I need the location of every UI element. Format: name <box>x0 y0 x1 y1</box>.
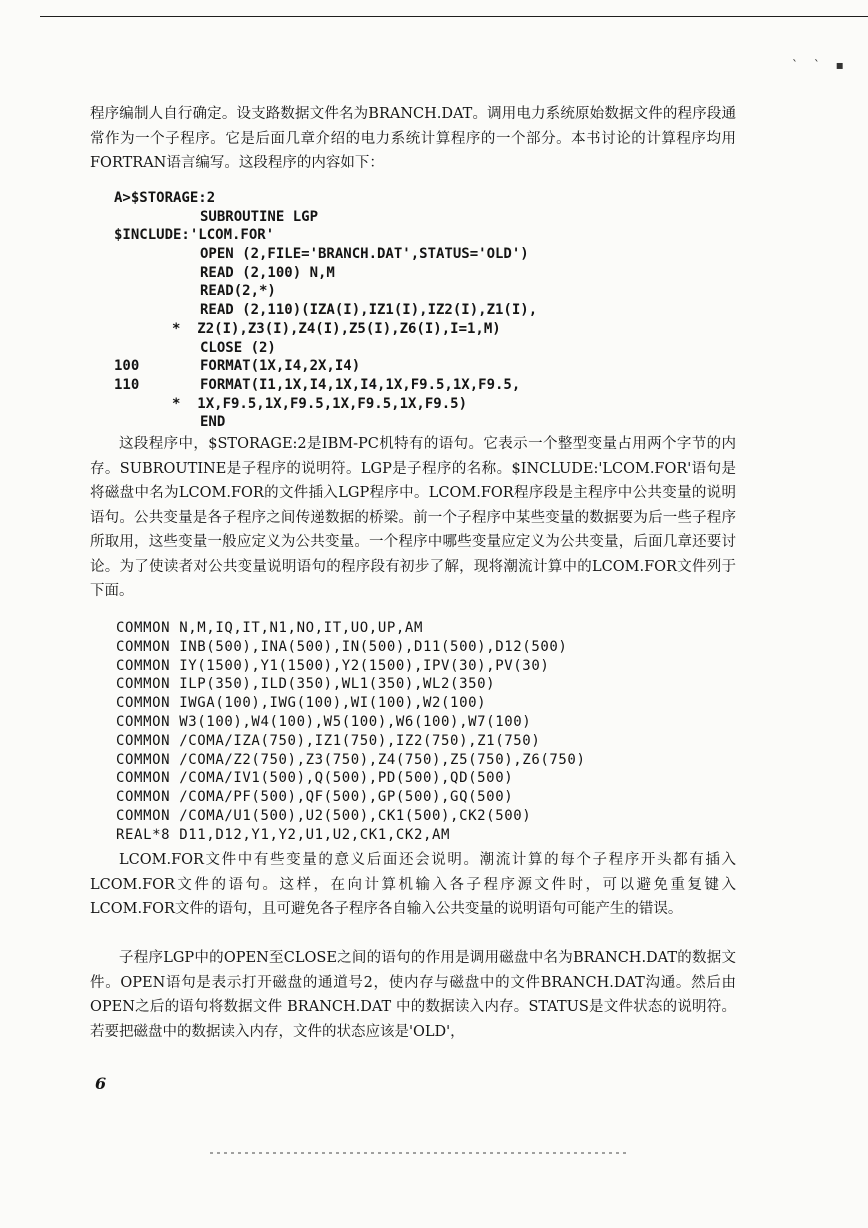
code-stmt: CLOSE (2) <box>200 339 276 356</box>
common-line: COMMON ILP(350),ILD(350),WL1(350),WL2(350) <box>116 676 496 693</box>
code-label: 110 <box>114 376 140 393</box>
code-line <box>114 339 674 358</box>
code-stmt: END <box>200 414 226 431</box>
common-line: COMMON IWGA(100),IWG(100),WI(100),W2(100) <box>116 695 487 712</box>
explain-paragraph: 这段程序中，$STORAGE:2是IBM-PC机特有的语句。它表示一个整型变量占用两个字节的内存。SUBROUTINE是子程序的说明符。LGP是子程序的名称。$INCLUDE:'LCOM.FOR'语句是将磁盘中名为LCOM.FOR的文件插入LGP程序中。LCOM.FOR程序段是主程序中公共变量的说明语句。公共变量是各子程序之间传递数据的桥梁。前一个子程序中某些变量的数据要为后一些子程序所取用，这些变量一般应定义为公共变量。一个程序中哪些变量应定义为公共变量，后面几章还要讨论。为了使读者对公共变量说明语句的程序段有初步了解，现将潮流计算中的LCOM.FOR文件列于下面。 <box>90 436 736 599</box>
code-stmt: OPEN (2,FILE='BRANCH.DAT',STATUS='OLD') <box>200 246 529 263</box>
code-stmt: FORMAT(1X,I4,2X,I4) <box>200 358 361 375</box>
code-line <box>114 376 674 395</box>
code-stmt: READ (2,110)(IZA(I),IZ1(I),IZ2(I),Z1(I), <box>200 302 538 319</box>
code-stmt: SUBROUTINE LGP <box>200 208 319 225</box>
common-listing <box>116 619 716 845</box>
code-line <box>114 395 674 414</box>
page-number: 6 <box>95 1074 107 1093</box>
code-line <box>114 320 674 339</box>
intro-paragraph: 程序编制人自行确定。设支路数据文件名为BRANCH.DAT。调用电力系统原始数据文件的程序段通常作为一个子程序。它是后面几章介绍的电力系统计算程序的一个部分。本书讨论的计算程序均用FORTRAN语言编写。这段程序的内容如下： <box>90 106 736 171</box>
code-label: 100 <box>114 358 140 375</box>
common-line: COMMON /COMA/IV1(500),Q(500),PD(500),QD(500) <box>116 770 514 787</box>
code-line <box>114 357 674 376</box>
common-line: COMMON /COMA/Z2(750),Z3(750),Z4(750),Z5(750),Z6(750) <box>116 751 586 768</box>
common-line: COMMON IY(1500),Y1(1500),Y2(1500),IPV(30),PV(30) <box>116 657 550 674</box>
common-line: COMMON N,M,IQ,IT,N1,NO,IT,UO,UP,AM <box>116 620 423 636</box>
common-line: COMMON INB(500),INA(500),IN(500),D11(500),D12(500) <box>116 638 568 655</box>
scan-artifact-dots <box>210 1152 630 1154</box>
code-line <box>114 208 674 227</box>
code-cont: * 1X,F9.5,1X,F9.5,1X,F9.5,1X,F9.5) <box>172 395 468 412</box>
code-stmt: READ (2,100) N,M <box>200 264 335 281</box>
program-listing <box>114 189 674 432</box>
code-line <box>114 189 674 208</box>
code-stmt: READ(2,*) <box>200 283 276 300</box>
scan-marks: ` ` ▪ <box>792 58 850 72</box>
code-line <box>114 264 674 283</box>
code-line <box>114 413 674 432</box>
common-line: COMMON /COMA/PF(500),QF(500),GP(500),GQ(500) <box>116 789 514 806</box>
top-rule <box>40 16 868 17</box>
common-line: COMMON /COMA/U1(500),U2(500),CK1(500),CK2(500) <box>116 807 532 824</box>
code-stmt: FORMAT(I1,1X,I4,1X,I4,1X,F9.5,1X,F9.5, <box>200 376 521 393</box>
common-line: REAL*8 D11,D12,Y1,Y2,U1,U2,CK1,CK2,AM <box>116 826 451 843</box>
code-line <box>114 301 674 320</box>
code-cont: * Z2(I),Z3(I),Z4(I),Z5(I),Z6(I),I=1,M) <box>172 320 501 337</box>
paragraph-3: LCOM.FOR文件中有些变量的意义后面还会说明。潮流计算的每个子程序开头都有插入LCOM.FOR文件的语句。这样，在向计算机输入各子程序源文件时，可以避免重复键入LCOM.FOR文件的语句，且可避免各子程序各自输入公共变量的说明语句可能产生的错误。 <box>90 852 736 917</box>
common-line: COMMON /COMA/IZA(750),IZ1(750),IZ2(750),Z1(750) <box>116 732 541 749</box>
code-line <box>114 226 674 245</box>
code-line <box>114 282 674 301</box>
code-label: $INCLUDE:'LCOM.FOR' <box>114 227 275 244</box>
code-line <box>114 245 674 264</box>
common-line: COMMON W3(100),W4(100),W5(100),W6(100),W7(100) <box>116 713 532 730</box>
paragraph-4: 子程序LGP中的OPEN至CLOSE之间的语句的作用是调用磁盘中名为BRANCH.DAT的数据文件。OPEN语句是表示打开磁盘的通道号2，使内存与磁盘中的文件BRANCH.DAT沟通。然后由OPEN之后的语句将数据文件 BRANCH.DAT 中的数据读入内存。STATUS是文件状态的说明符。若要把磁盘中的数据读入内存，文件的状态应该是'OLD'， <box>90 950 736 1040</box>
code-label: A>$STORAGE:2 <box>114 190 216 206</box>
